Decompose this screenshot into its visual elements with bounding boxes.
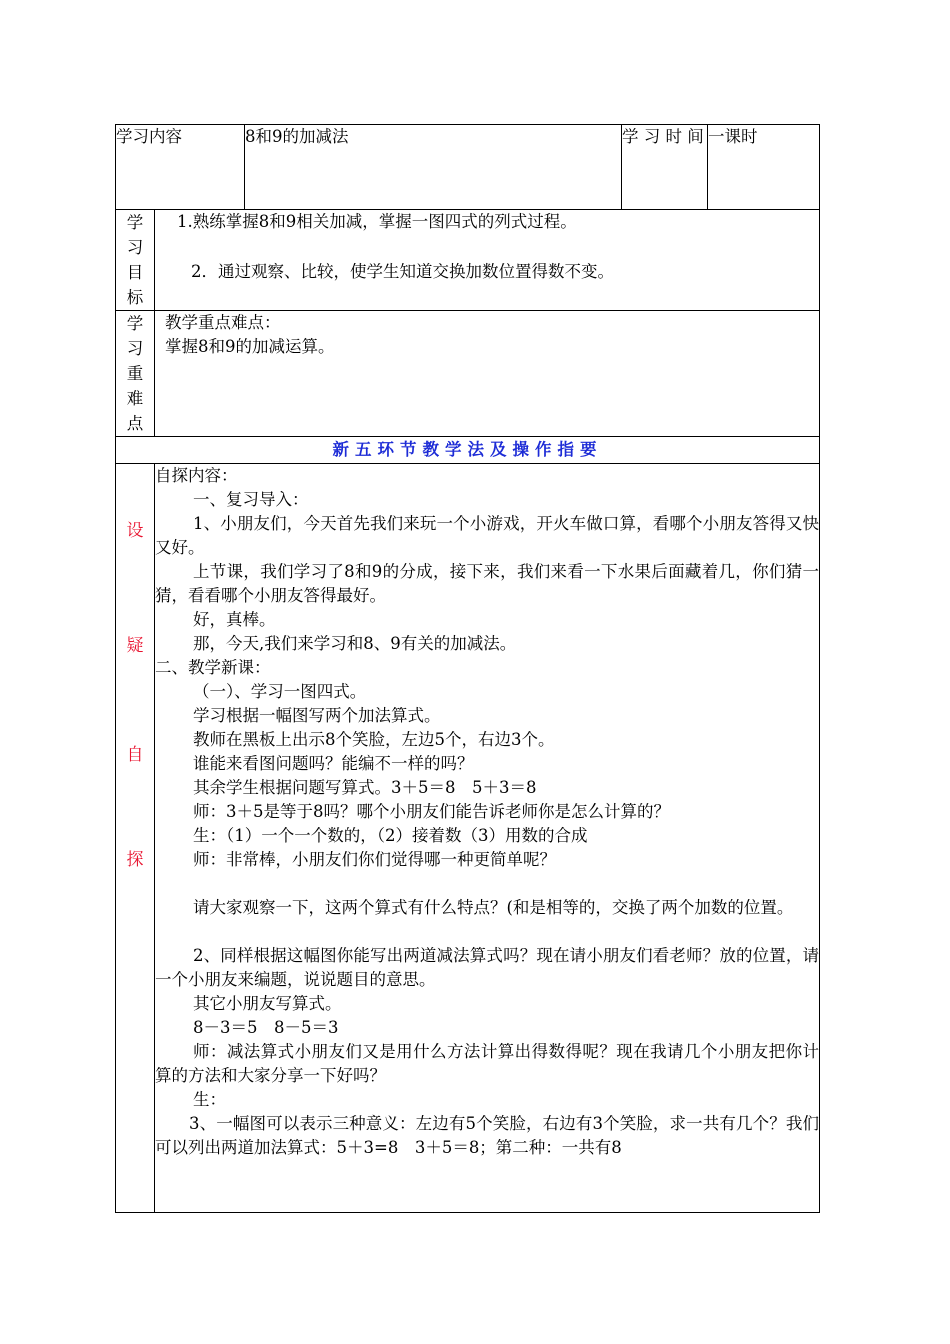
goal-line-2: 2．通过观察、比较，使学生知道交换加数位置得数不变。 <box>191 262 614 281</box>
body-line: 8－3＝5 8－5＝3 <box>193 1018 339 1037</box>
explore-sidebar: 设 疑 自 探 <box>116 464 155 1213</box>
body-line: 好，真棒。 <box>193 610 276 629</box>
explore-row <box>116 464 820 1213</box>
body-line: 二、教学新课： <box>155 658 271 677</box>
section-title-row <box>116 437 820 464</box>
goal-line-1: 1.熟练掌握8和9相关加减，掌握一图四式的列式过程。 <box>177 212 577 231</box>
body-line: 谁能来看图问题吗？能编不一样的吗？ <box>193 754 474 773</box>
body-line: 上节课，我们学习了8和9的分成，接下来，我们来看一下水果后面藏着几，你们猜一猜，看看哪个小朋友答得最好。 <box>155 562 819 605</box>
body-line: 其它小朋友写算式。 <box>193 994 342 1013</box>
content-label: 学习内容 <box>116 125 245 210</box>
body-line: 生：（1）一个一个数的，（2）接着数（3）用数的合成 <box>193 826 588 845</box>
body-line: 那，今天,我们来学习和8、9有关的加减法。 <box>193 634 517 653</box>
body-line: 教师在黑板上出示8个笑脸，左边5个，右边3个。 <box>193 730 555 749</box>
difficulty-line-1: 教学重点难点： <box>165 313 281 332</box>
time-value: 一课时 <box>708 125 820 210</box>
difficulty-label: 学 习 重 难 点 <box>116 311 155 437</box>
body-line: 1、小朋友们，今天首先我们来玩一个小游戏，开火车做口算，看哪个小朋友答得又快又好。 <box>155 514 819 557</box>
lesson-plan-table <box>115 124 820 1213</box>
difficulty-content <box>155 311 820 437</box>
body-line: 师：减法算式小朋友们又是用什么方法计算出得数得呢？现在我请几个小朋友把你计算的方法和大家分享一下好吗？ <box>155 1042 819 1085</box>
body-line: 一、复习导入： <box>193 490 309 509</box>
body-line: 请大家观察一下，这两个算式有什么特点？(和是相等的，交换了两个加数的位置。 <box>193 898 794 917</box>
body-line: 师：3＋5是等于8吗？哪个小朋友们能告诉老师你是怎么计算的？ <box>193 802 670 821</box>
body-line: 师：非常棒，小朋友们你们觉得哪一种更简单呢？ <box>193 850 556 869</box>
explore-content <box>155 464 820 1213</box>
body-line: （一）、学习一图四式。 <box>193 682 367 701</box>
section-title: 新五环节教学法及操作指要 <box>116 437 820 464</box>
body-line: 自探内容： <box>155 466 238 485</box>
difficulty-line-2: 掌握8和9的加减运算。 <box>165 337 335 356</box>
goals-label: 学 习 目 标 <box>116 210 155 311</box>
difficulty-row <box>116 311 820 437</box>
content-value: 8和9的加减法 <box>245 125 622 210</box>
goals-content <box>155 210 820 311</box>
header-row <box>116 125 820 210</box>
time-label: 学 习 时 间 <box>622 125 708 210</box>
body-line: 学习根据一幅图写两个加法算式。 <box>193 706 441 725</box>
goals-row <box>116 210 820 311</box>
body-line: 生： <box>193 1090 226 1109</box>
body-line: 其余学生根据问题写算式。3＋5＝8 5＋3＝8 <box>193 778 537 797</box>
body-line: 2、同样根据这幅图你能写出两道减法算式吗？现在请小朋友们看老师？放的位置，请一个小朋友来编题，说说题目的意思。 <box>155 946 819 989</box>
body-line: 3、一幅图可以表示三种意义：左边有5个笑脸，右边有3个笑脸，求一共有几个？我们可以列出两道加法算式：5＋3=8 3＋5＝8；第二种：一共有8 <box>155 1114 819 1157</box>
